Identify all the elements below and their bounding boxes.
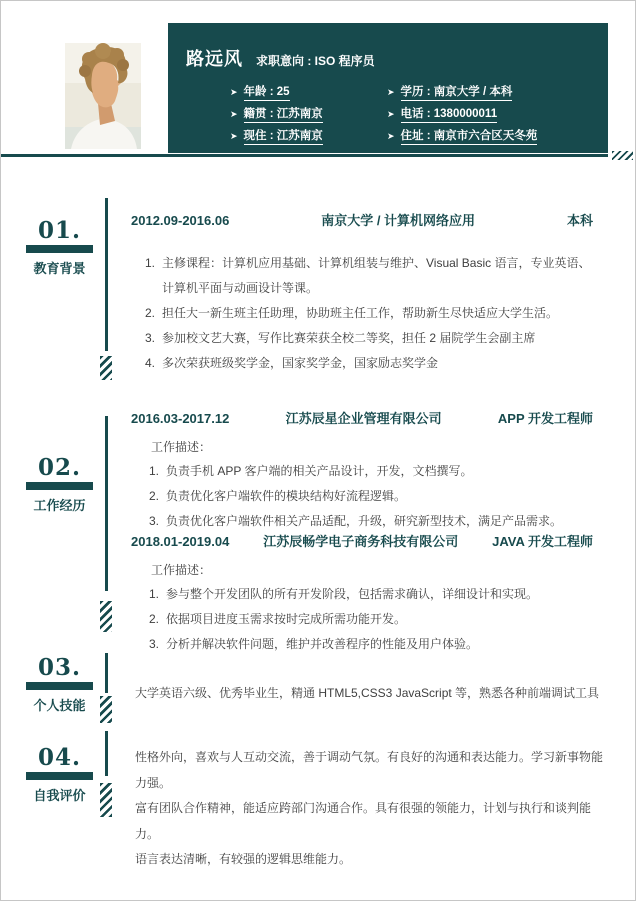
job-company: 江苏辰畅学电子商务科技有限公司: [263, 534, 459, 549]
job-title: APP 开发工程师: [497, 411, 593, 426]
item-text: 主修课程：计算机应用基础、计算机组装与维护、Visual Basic 语言，专业英语、计算机平面与动画设计等课。: [162, 256, 591, 295]
list-item: [145, 301, 593, 326]
section-number: 03.: [37, 654, 81, 681]
info-item-education: [387, 83, 537, 101]
item-text: 参与整个开发团队的所有开发阶段，包括需求确认，详细设计和实现。: [166, 587, 539, 601]
job-header: [131, 531, 593, 550]
header-banner: [168, 23, 608, 153]
section-number: 04.: [37, 744, 81, 771]
info-item-phone: [387, 105, 537, 123]
item-marker: 3.: [149, 514, 160, 528]
info-item-address: [387, 127, 537, 145]
item-marker: 1.: [149, 587, 160, 601]
item-marker: 2.: [149, 612, 160, 626]
hatch-marks-icon: [100, 783, 112, 817]
evaluation-line: 富有团队合作精神，能适应跨部门沟通合作。具有很强的领能力，计划与执行和谈判能力。: [135, 801, 592, 841]
section-bar: [26, 245, 93, 253]
section-marker-evaluation: [26, 744, 93, 804]
list-item: [149, 582, 593, 607]
education-items: [145, 251, 593, 376]
hatch-marks-icon: [100, 696, 112, 723]
arrowhead-icon: ➤: [387, 108, 395, 119]
item-text: 参加校文艺大赛，写作比赛荣获全校二等奖，担任 2 届院学生会副主席: [162, 331, 536, 345]
item-text: 依据项目进度玉需求按时完成所需功能开发。: [166, 612, 407, 626]
section-marker-work: [26, 454, 93, 514]
contact-info-grid: [230, 81, 537, 147]
item-marker: 3.: [145, 331, 156, 345]
section-number: 01.: [37, 217, 81, 244]
item-text: 负责优化客户端软件的模块结构好流程逻辑。: [166, 489, 407, 503]
job-desc-label: 工作描述：: [151, 440, 212, 454]
item-text: 多次荣获班级奖学金，国家奖学金，国家励志奖学金: [162, 356, 439, 370]
item-marker: 1.: [145, 256, 156, 270]
section-title: 工作经历: [33, 498, 86, 513]
job-period: 2016.03-2017.12: [131, 411, 230, 426]
portrait-illustration: [65, 43, 141, 149]
info-item-age: [230, 83, 387, 101]
job-company: 江苏辰星企业管理有限公司: [285, 411, 442, 426]
arrowhead-icon: ➤: [230, 86, 238, 97]
education-period: 2012.09-2016.06: [131, 213, 230, 228]
candidate-name: 路远风: [186, 49, 243, 69]
info-text: 电话 : 1380000011: [401, 105, 498, 123]
hatch-marks-icon: [100, 601, 112, 632]
info-text: 学历 : 南京大学 / 本科: [401, 83, 513, 101]
item-text: 负责优化客户端软件相关产品适配，升级，研究新型技术，满足产品需求。: [166, 514, 563, 528]
job-items: [149, 459, 593, 534]
arrowhead-icon: ➤: [387, 130, 395, 141]
rail-line-1: [105, 198, 108, 351]
job-period: 2018.01-2019.04: [131, 534, 230, 549]
list-item: [149, 632, 593, 657]
info-item-origin: [230, 105, 387, 123]
job-header: [131, 408, 593, 427]
job-title: JAVA 开发工程师: [492, 534, 593, 549]
section-bar: [26, 682, 93, 690]
section-marker-education: [26, 217, 93, 277]
list-item: [149, 484, 593, 509]
list-item: [149, 459, 593, 484]
arrowhead-icon: ➤: [230, 130, 238, 141]
profile-photo: [65, 43, 141, 149]
job-entry-2: [131, 531, 593, 657]
item-marker: 2.: [145, 306, 156, 320]
section-number: 02.: [37, 454, 81, 481]
rail-line-2: [105, 416, 108, 591]
evaluation-line: 性格外向，喜欢与人互动交流，善于调动气氛。有良好的沟通和表达能力。学习新事物能力强。: [135, 750, 604, 790]
info-item-residence: [230, 127, 387, 145]
education-school: 南京大学 / 计算机网络应用: [321, 213, 476, 228]
skills-text: 大学英语六级、优秀毕业生，精通 HTML5,CSS3 JavaScript 等，熟悉各种前端调试工具: [135, 686, 600, 700]
item-marker: 4.: [145, 356, 156, 370]
rail-line-4: [105, 731, 108, 776]
education-header: [131, 210, 593, 229]
info-text: 住址 : 南京市六合区天冬苑: [401, 127, 538, 145]
arrowhead-icon: ➤: [387, 86, 395, 97]
item-text: 分析并解决软件问题，维护并改善程序的性能及用户体验。: [166, 637, 479, 651]
section-bar: [26, 772, 93, 780]
header-divider: [1, 154, 608, 157]
name-row: [186, 45, 375, 71]
job-items: [149, 582, 593, 657]
job-entry-1: [131, 408, 593, 534]
education-section: [131, 210, 593, 376]
item-text: 担任大一新生班主任助理，协助班主任工作，帮助新生尽快适应大学生活。: [162, 306, 559, 320]
section-title: 教育背景: [33, 261, 86, 276]
self-evaluation: [135, 745, 613, 873]
list-item: [145, 251, 593, 301]
hatch-marks-icon: [100, 356, 112, 380]
section-bar: [26, 482, 93, 490]
item-marker: 2.: [149, 489, 160, 503]
info-text: 籍贯 : 江苏南京: [244, 105, 323, 123]
arrowhead-icon: ➤: [230, 108, 238, 119]
item-marker: 3.: [149, 637, 160, 651]
job-intent: 求职意向 : ISO 程序员: [256, 54, 375, 68]
section-marker-skills: [26, 654, 93, 714]
item-text: 负责手机 APP 客户端的相关产品设计，开发，文档撰写。: [166, 464, 473, 478]
section-title: 个人技能: [33, 698, 86, 713]
list-item: [149, 607, 593, 632]
section-title: 自我评价: [33, 788, 86, 803]
info-text: 现住 : 江苏南京: [244, 127, 323, 145]
hatch-marks-icon: [612, 151, 633, 160]
info-text: 年龄 : 25: [244, 83, 290, 101]
list-item: [145, 326, 593, 351]
item-marker: 1.: [149, 464, 160, 478]
education-degree: 本科: [566, 213, 593, 228]
job-desc-label: 工作描述：: [151, 563, 212, 577]
evaluation-line: 语言表达清晰，有较强的逻辑思维能力。: [135, 852, 352, 866]
list-item: [145, 351, 593, 376]
rail-line-3: [105, 653, 108, 693]
